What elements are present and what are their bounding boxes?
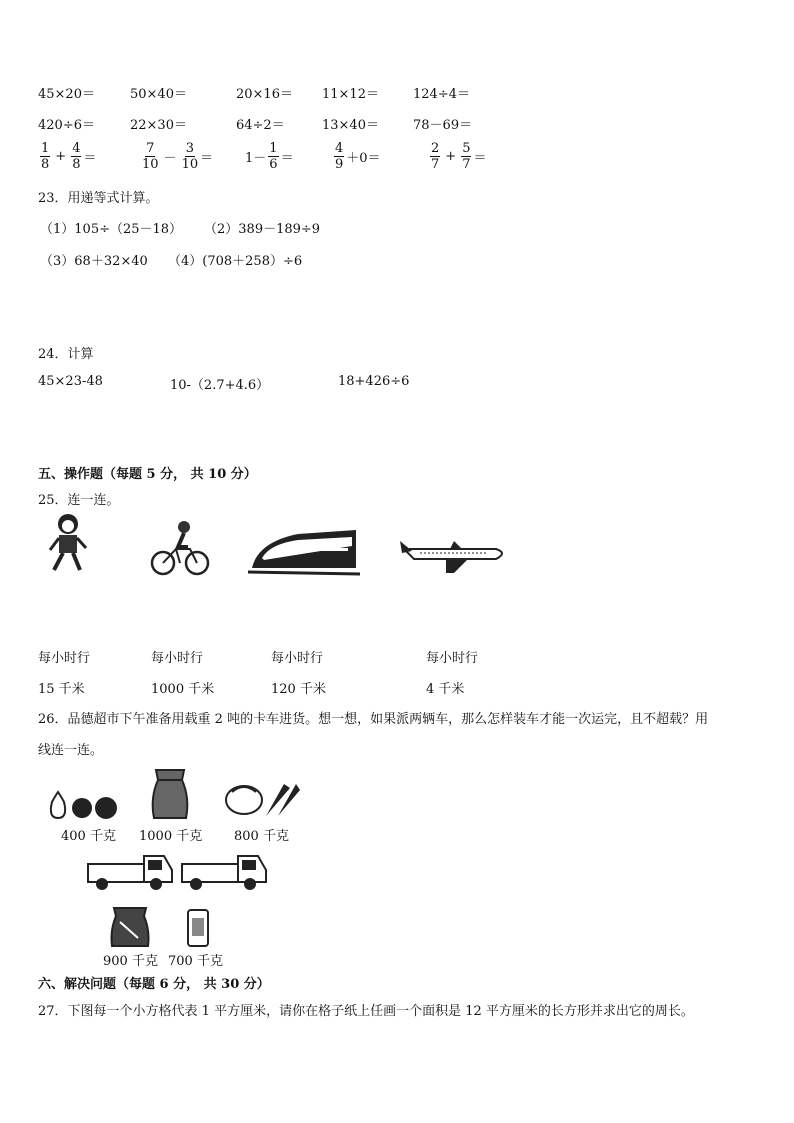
speed-value: 120 千米	[271, 682, 326, 697]
calc-item: 78－69＝	[413, 118, 473, 133]
walking-person-icon	[46, 512, 91, 574]
fraction-expr: 1－ 1 6 ＝	[245, 141, 294, 172]
fruit-icon	[48, 788, 120, 820]
calc-item: 20×16＝	[236, 87, 293, 102]
calc-item: 124÷4＝	[413, 87, 470, 102]
q26-text-line-2: 线连一连。	[38, 743, 104, 758]
q23-item: （4）(708＋258）÷6	[168, 254, 303, 269]
fraction-expr: 2 7 + $\frac{5}{7}$ ＝	[431, 141, 487, 172]
airplane-icon	[396, 535, 508, 575]
vegetables-icon	[222, 778, 302, 818]
goods-weight: 1000 千克	[139, 829, 203, 844]
speed-label: 每小时行	[151, 651, 204, 666]
q26-text-line-1: 26．品德超市下午准备用载重 2 吨的卡车进货。想一想，如果派两辆车，那么怎样装车才能一次运完，且不超载？用	[38, 712, 709, 727]
goods-weight: 700 千克	[168, 954, 223, 969]
q23-item: （3）68＋32×40	[40, 254, 148, 269]
calc-item: 45×20＝	[38, 87, 95, 102]
q23-item: （1）105÷（25－18）	[40, 222, 183, 237]
speed-label: 每小时行	[271, 651, 324, 666]
speed-value: 15 千米	[38, 682, 85, 697]
calc-item: 420÷6＝	[38, 118, 95, 133]
speed-value: 4 千米	[426, 682, 465, 697]
calc-item: 22×30＝	[130, 118, 187, 133]
calc-item: 13×40＝	[322, 118, 379, 133]
q24-item: 10-（2.7+4.6）	[170, 378, 270, 393]
section-6-heading: 六、解决问题（每题 6 分， 共 30 分）	[38, 977, 270, 992]
q23-item: （2）389－189÷9	[204, 222, 321, 237]
fraction-expr: 1 8 + $\frac{4}{8}$ ＝	[41, 141, 97, 172]
calc-item: 11×12＝	[322, 87, 379, 102]
goods-weight: 900 千克	[103, 954, 158, 969]
cyclist-icon	[150, 519, 210, 577]
q24-title: 24．计算	[38, 347, 94, 362]
truck-icon	[86, 850, 174, 892]
speed-value: 1000 千米	[151, 682, 215, 697]
q24-item: 45×23-48	[38, 374, 103, 389]
q24-item: 18+426÷6	[338, 374, 410, 389]
calc-item: 50×40＝	[130, 87, 187, 102]
fraction-expr: 4 9 ＋0＝	[335, 141, 381, 172]
rice-bag-icon	[108, 906, 152, 948]
calc-item: 64÷2＝	[236, 118, 285, 133]
goods-weight: 400 千克	[61, 829, 116, 844]
goods-weight: 800 千克	[234, 829, 289, 844]
q27-text: 27．下图每一个小方格代表 1 平方厘米，请你在格子纸上任画一个面积是 12 平方厘米的长方形并求出它的周长。	[38, 1004, 694, 1019]
speed-label: 每小时行	[426, 651, 479, 666]
fraction-expr: 7 10 － 3 10 ＝	[142, 141, 214, 172]
section-5-heading: 五、操作题（每题 5 分， 共 10 分）	[38, 467, 257, 482]
grain-sack-icon	[148, 768, 192, 820]
q23-title: 23．用递等式计算。	[38, 191, 159, 206]
truck-icon	[180, 850, 268, 892]
q25-title: 25．连一连。	[38, 493, 120, 508]
barrel-icon	[186, 908, 210, 948]
speed-label: 每小时行	[38, 651, 91, 666]
high-speed-train-icon	[248, 528, 360, 576]
